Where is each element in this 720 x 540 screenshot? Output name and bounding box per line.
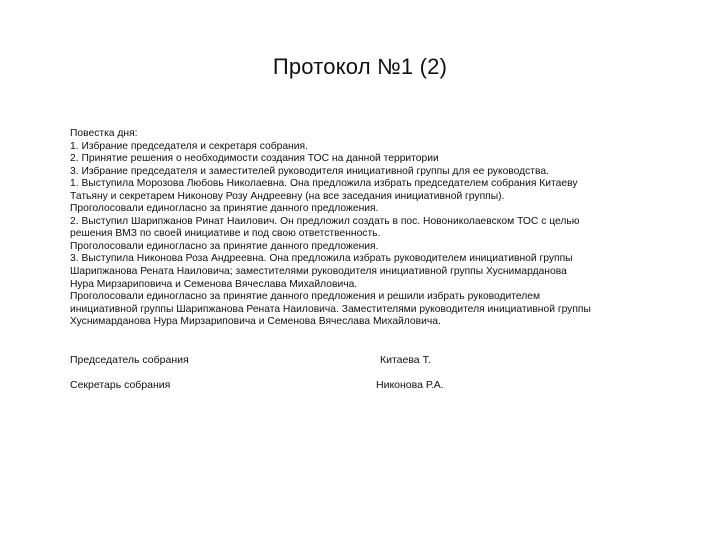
chairman-name: Китаева Т. [380,354,431,366]
vote-result-3-line-3: Хуснимарданова Нура Мирзариповича и Семенова Вячеслава Михайловича. [70,316,441,328]
vote-result-1: Проголосовали единогласно за принятие данного предложения. [70,203,379,215]
vote-result-3-line-2: инициативной группы Шарипжанова Рената Наиловича. Заместителями руководителя инициативной группы [70,303,591,315]
chairman-signature-row [70,353,690,367]
speech-2-line-2: решения ВМЗ по своей инициативе и под свою ответственность. [70,228,381,240]
secretary-name: Никонова Р.А. [376,379,444,391]
speech-2-line-1: 2. Выступил Шарипжанов Ринат Наилович. Он предложил создать в пос. Новониколаевском ТОС с целью [70,215,580,227]
speech-1-line-2: Татьяну и секретарем Никонову Розу Андреевну (на все заседания инициативной группы). [70,190,505,202]
secretary-role: Секретарь собрания [70,379,171,391]
chairman-role: Председатель собрания [70,354,189,366]
speech-1-line-1: 1. Выступила Морозова Любовь Николаевна. Она предложила избрать председателем собрания Китаеву [70,178,578,190]
page-title: Протокол №1 (2) [272,54,448,79]
speech-3-line-1: 3. Выступила Никонова Роза Андреевна. Она предложила избрать руководителем инициативной группы [70,253,573,265]
agenda-item-1: 1. Избрание председателя и секретаря собрания. [70,140,308,152]
agenda-heading: Повестка дня: [70,128,138,139]
speech-3-line-3: Нура Мирзариповича и Семенова Вячеслава Михайловича. [70,278,358,290]
vote-result-3-line-1: Проголосовали единогласно за принятие данного предложения и решили избрать руководителем [70,291,541,303]
agenda-item-2: 2. Принятие решения о необходимости создания ТОС на данной территории [70,153,439,165]
secretary-signature-row [70,378,690,392]
protocol-body [70,128,690,329]
speech-3-line-2: Шарипжанова Рената Наиловича; заместителями руководителя инициативной группы Хуснимарданова [70,266,567,278]
agenda-item-3: 3. Избрание председателя и заместителей руководителя инициативной группы для ее руководства. [70,165,549,177]
vote-result-2: Проголосовали единогласно за принятие данного предложения. [70,240,379,252]
